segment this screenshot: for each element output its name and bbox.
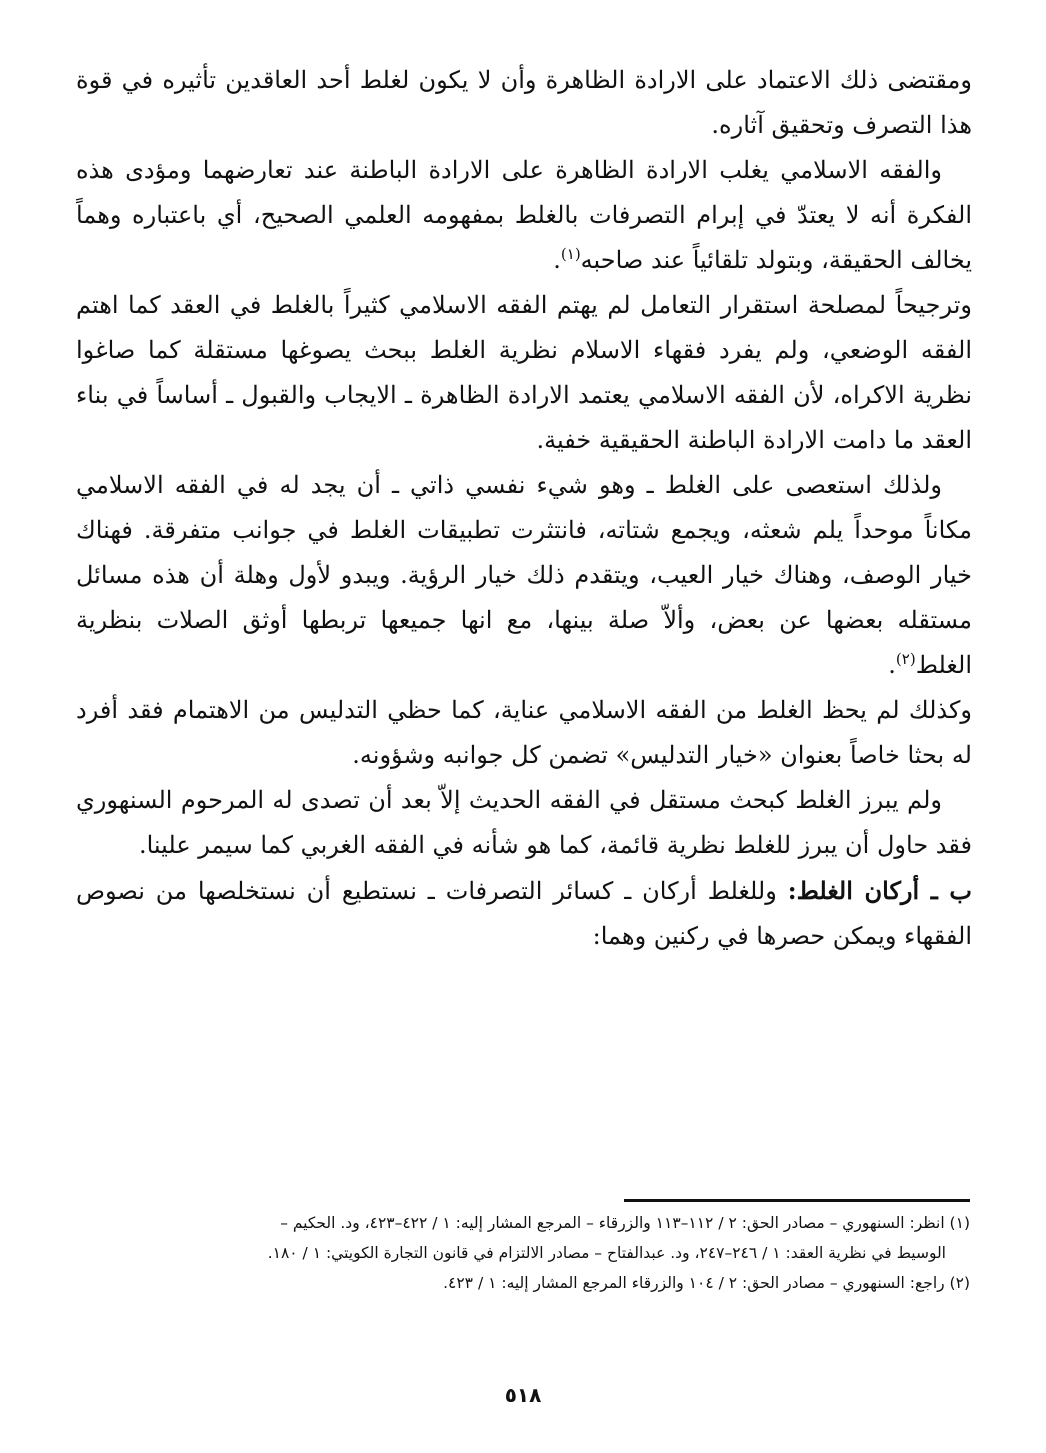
section-paragraph	[76, 868, 972, 959]
footnote: (١) انظر: السنهوري – مصادر الحق: ٢ / ١١٢–١١٣ والزرقاء – المرجع المشار إليه: ١ / ٤٢٢–٤٢٣، ود. الحكيم –	[280, 1214, 970, 1232]
paragraph-text: ومقتضى ذلك الاعتماد على الارادة الظاهرة وأن لا يكون لغلط أحد العاقدين تأثيره في قوة هذا التصرف وتحقيق آثاره.	[76, 66, 972, 139]
footnotes	[76, 1208, 970, 1298]
footnote-divider	[624, 1199, 970, 1202]
paragraph-text: وترجيحاً لمصلحة استقرار التعامل لم يهتم الفقه الاسلامي كثيراً بالغلط في العقد كما اهتم الفقه الوضعي، ولم يفرد فقهاء الاسلام نظرية الغلط ببحث يصوغها مستقلة كما صاغوا نظرية الاكراه، لأن الفقه الاسلامي يعتمد الارادة الظاهرة ـ الايجاب والقبول ـ أساساً في بناء العقد ما دامت الارادة الباطنة الحقيقية خفية.	[76, 291, 972, 454]
footnote: (٢) راجع: السنهوري – مصادر الحق: ٢ / ١٠٤ والزرقاء المرجع المشار إليه: ١ / ٤٢٣.	[443, 1274, 970, 1292]
paragraph-text: ولم يبرز الغلط كبحث مستقل في الفقه الحديث إلاّ بعد أن تصدى له المرحوم السنهوري فقد حاول أن يبرز للغلط نظرية قائمة، كما هو شأنه في الفقه الغربي كما سيمر علينا.	[76, 786, 972, 859]
footnote-ref: (١)	[560, 245, 581, 263]
paragraph-text: ولذلك استعصى على الغلط ـ وهو شيء نفسي ذاتي ـ أن يجد له في الفقه الاسلامي مكاناً موحداً يلم شعثه، ويجمع شتاته، فانتثرت تطبيقات الغلط في جوانب متفرقة. فهناك خيار الوصف، وهناك خيار العيب، ويتقدم ذلك خيار الرؤية. ويبدو لأول وهلة أن هذه مسائل مستقله بعضها عن بعض، وألاّ صلة بينها، مع انها جميعها تربطها أوثق الصلات بنظرية الغلط	[76, 471, 973, 679]
paragraph: والفقه الاسلامي يغلب الارادة الظاهرة على الارادة الباطنة عند تعارضهما ومؤدى هذه الفكرة أنه لا يعتدّ في إبرام التصرفات بالغلط بمفهومه العلمي الصحيح، أي باعتباره وهماً يخالف الحقيقة، وبتولد تلقائياً عند صاحبه$^{(١)}$.	[76, 156, 972, 274]
main-text	[76, 58, 972, 959]
paragraph	[76, 58, 972, 148]
paragraph	[76, 283, 972, 463]
paragraph	[76, 778, 972, 868]
footnote-ref: (٢)	[895, 650, 916, 668]
paragraph	[76, 688, 972, 778]
footnote-continuation: الوسيط في نظرية العقد: ١ / ٢٤٦–٢٤٧، ود. عبدالفتاح – مصادر الالتزام في قانون التجارة الكويتي: ١ / ١٨٠.	[267, 1244, 946, 1262]
paragraph: ولذلك استعصى على الغلط ـ وهو شيء نفسي ذاتي ـ أن يجد له في الفقه الاسلامي مكاناً موحداً يلم شعثه، ويجمع شتاته، فانتثرت تطبيقات الغلط في جوانب متفرقة. فهناك خيار الوصف، وهناك خيار العيب، ويتقدم ذلك خيار الرؤية. ويبدو لأول وهلة أن هذه مسائل مستقله بعضها عن بعض، وألاّ صلة بينها، مع انها جميعها تربطها أوثق الصلات بنظرية الغلط$^{(٢)}$.	[76, 471, 973, 679]
paragraph-text: وللغلط أركان ـ كسائر التصرفات ـ نستطيع أن نستخلصها من نصوص الفقهاء ويمكن حصرها في ركنين وهما:	[76, 877, 972, 950]
page-number: ٥١٨	[504, 1383, 542, 1407]
paragraph-text: وكذلك لم يحظ الغلط من الفقه الاسلامي عناية، كما حظي التدليس من الاهتمام فقد أفرد له بحثا خاصاً بعنوان «خيار التدليس» تضمن كل جوانبه وشؤونه.	[76, 696, 972, 769]
paragraph-text: والفقه الاسلامي يغلب الارادة الظاهرة على الارادة الباطنة عند تعارضهما ومؤدى هذه الفكرة أنه لا يعتدّ في إبرام التصرفات بالغلط بمفهومه العلمي الصحيح، أي باعتباره وهماً يخالف الحقيقة، وبتولد تلقائياً عند صاحبه	[76, 156, 972, 274]
section-heading: ب ـ أركان الغلط:	[787, 876, 972, 905]
